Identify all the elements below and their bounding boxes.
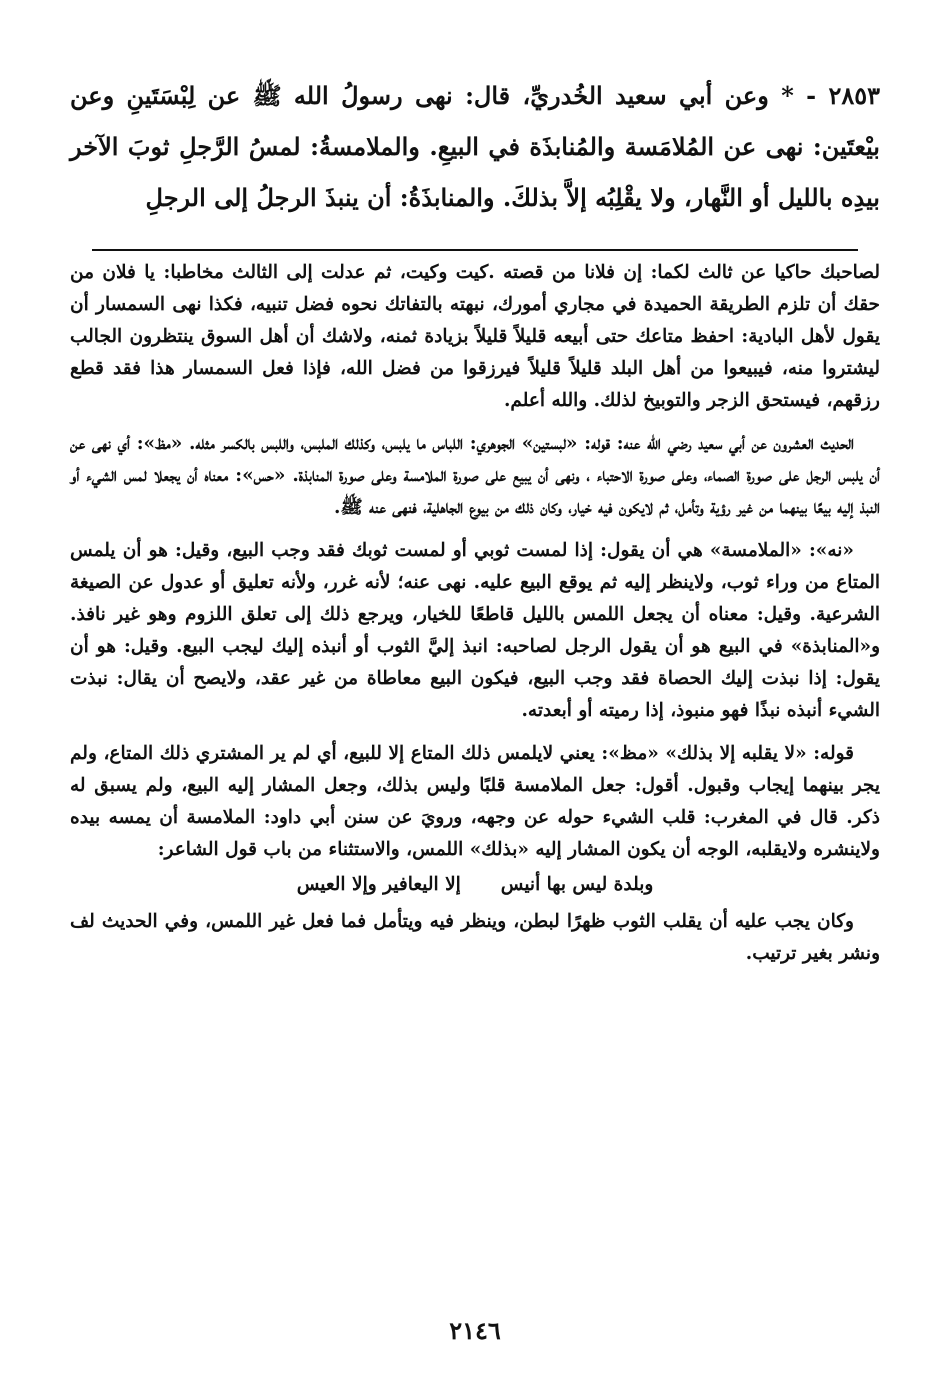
commentary-paragraph-3: «نه»: «الملامسة» هي أن يقول: إذا لمست ثوبي أو لمست ثوبك فقد وجب البيع، وقيل: هو أن يلمس المتاع من وراء ثوب، ولاينظر إليه ثم يوقع البيع عليه. نهى عنه؛ لأنه غرر، ولأنه تعليق أو عدول عن الصيغة الشرعية. وقيل: معناه أن يجعل اللمس بالليل قاطعًا للخيار، ويرجع ذلك إلى تعلق اللزوم وهو غير نافذ. و«المنابذة» في البيع هو أن يقول الرجل لصاحبه: انبذ إليَّ الثوب أو أنبذه إليك ليجب البيع. وقيل: هو أن يقول: إذا نبذت إليك الحصاة فقد وجب البيع، فيكون البيع معاطاة من غير عقد، ولايصح أن يقال: نبذت الشيء أنبذه نبذًا فهو منبوذ، إذا رميته أو أبعدته. xyxy=(70,540,880,721)
commentary-closing-paragraph: وكان يجب عليه أن يقلب الثوب ظهرًا لبطن، وينظر فيه ويتأمل فما فعل غير اللمس، وفي الحديث لف ونشر بغير ترتيب. xyxy=(70,911,880,964)
verse-first-hemistich: وبلدة ليس بها أنيس xyxy=(500,874,654,895)
commentary-paragraph-2: الحديث العشرون عن أبي سعيد رضي الله عنه: قوله: «لبستين» الجوهري: اللباس ما يلبس، وكذلك الملبس، واللبس بالكسر مثله. «مظ»: أي نهى عن أن يلبس الرجل على صورة الصماء، وعلى صورة الاحتباء ، ونهى أن يبيع على صورة الملامسة وعلى صورة المنابذة. «حس»: معناه أن يجعلا لمس الشيء أو النبذ إليه بيعًا بينهما من غير رؤية وتأمل، ثم لايكون فيه خيار، وكان ذلك من بيوع الجاهلية، فنهى عنه ﷺ. xyxy=(70,433,880,518)
page-number: ٢١٤٦ xyxy=(449,1316,501,1345)
commentary-paragraph-4: قوله: «لا يقلبه إلا بذلك» «مظ»: يعني لايلمس ذلك المتاع إلا للبيع، أي لم ير المشتري ذلك المتاع، ولم يجر بينهما إيجاب وقبول. أقول: جعل الملامسة قلبًا وليس بذلك، وجعل المشار إليه البيع، ولم يسبق له ذكر. قال في المغرب: قلب الشيء حوله عن وجهه، ورويَ عن سنن أبي داود: الملامسة أن يمسه بيده ولاينشره ولايقلبه، الوجه أن يكون المشار إليه «بذلك» اللمس، والاستثناء من باب قول الشاعر: xyxy=(70,743,880,860)
hadith-number: ٢٨٥٣ xyxy=(828,81,880,110)
footnote-divider xyxy=(92,249,858,251)
hadith-text xyxy=(70,70,880,223)
poetry-verse xyxy=(70,869,880,901)
commentary-paragraph-1: لصاحبك حاكيا عن ثالث لكما: إن فلانا من قصته .كيت وكيت، ثم عدلت إلى الثالث مخاطبا: يا فلان من حقك أن تلزم الطريقة الحميدة في مجاري أمورك، نبهته بالتفاتك نحوه فضل تنبيه، فكذا نهى السمسار أن يقول لأهل البادية: احفظ متاعك حتى أبيعه قليلاً قليلاً بزيادة ثمنه، ولاشك أن أهل السوق ينتظرون الجالب ليشتروا منه، فيبيعوا من أهل البلد قليلاً قليلاً فيرزقوا من فضل الله، فإذا فعل السمسار هذا فقد قطع رزقهم، فيستحق الزجر والتوبيخ لذلك. والله أعلم. xyxy=(70,262,880,411)
commentary xyxy=(70,257,880,970)
hadith-body: - * وعن أبي سعيد الخُدريِّ، قال: نهى رسولُ الله ﷺ عن لِبْسَتَينِ وعن بيْعتَين: نهى عن المُلامَسة والمُنابذَة في البيعِ. والملامسةُ: لمسُ الرَّجلِ ثوبَ الآخر بيدِه بالليل أو النَّهار، ولا يقْلِبُه إلاَّ بذلكَ. والمنابذَةُ: أن ينبذَ الرجلُ إلى الرجلِ xyxy=(70,81,880,212)
verse-second-hemistich: إلا اليعافير وإلا العيس xyxy=(296,874,461,895)
